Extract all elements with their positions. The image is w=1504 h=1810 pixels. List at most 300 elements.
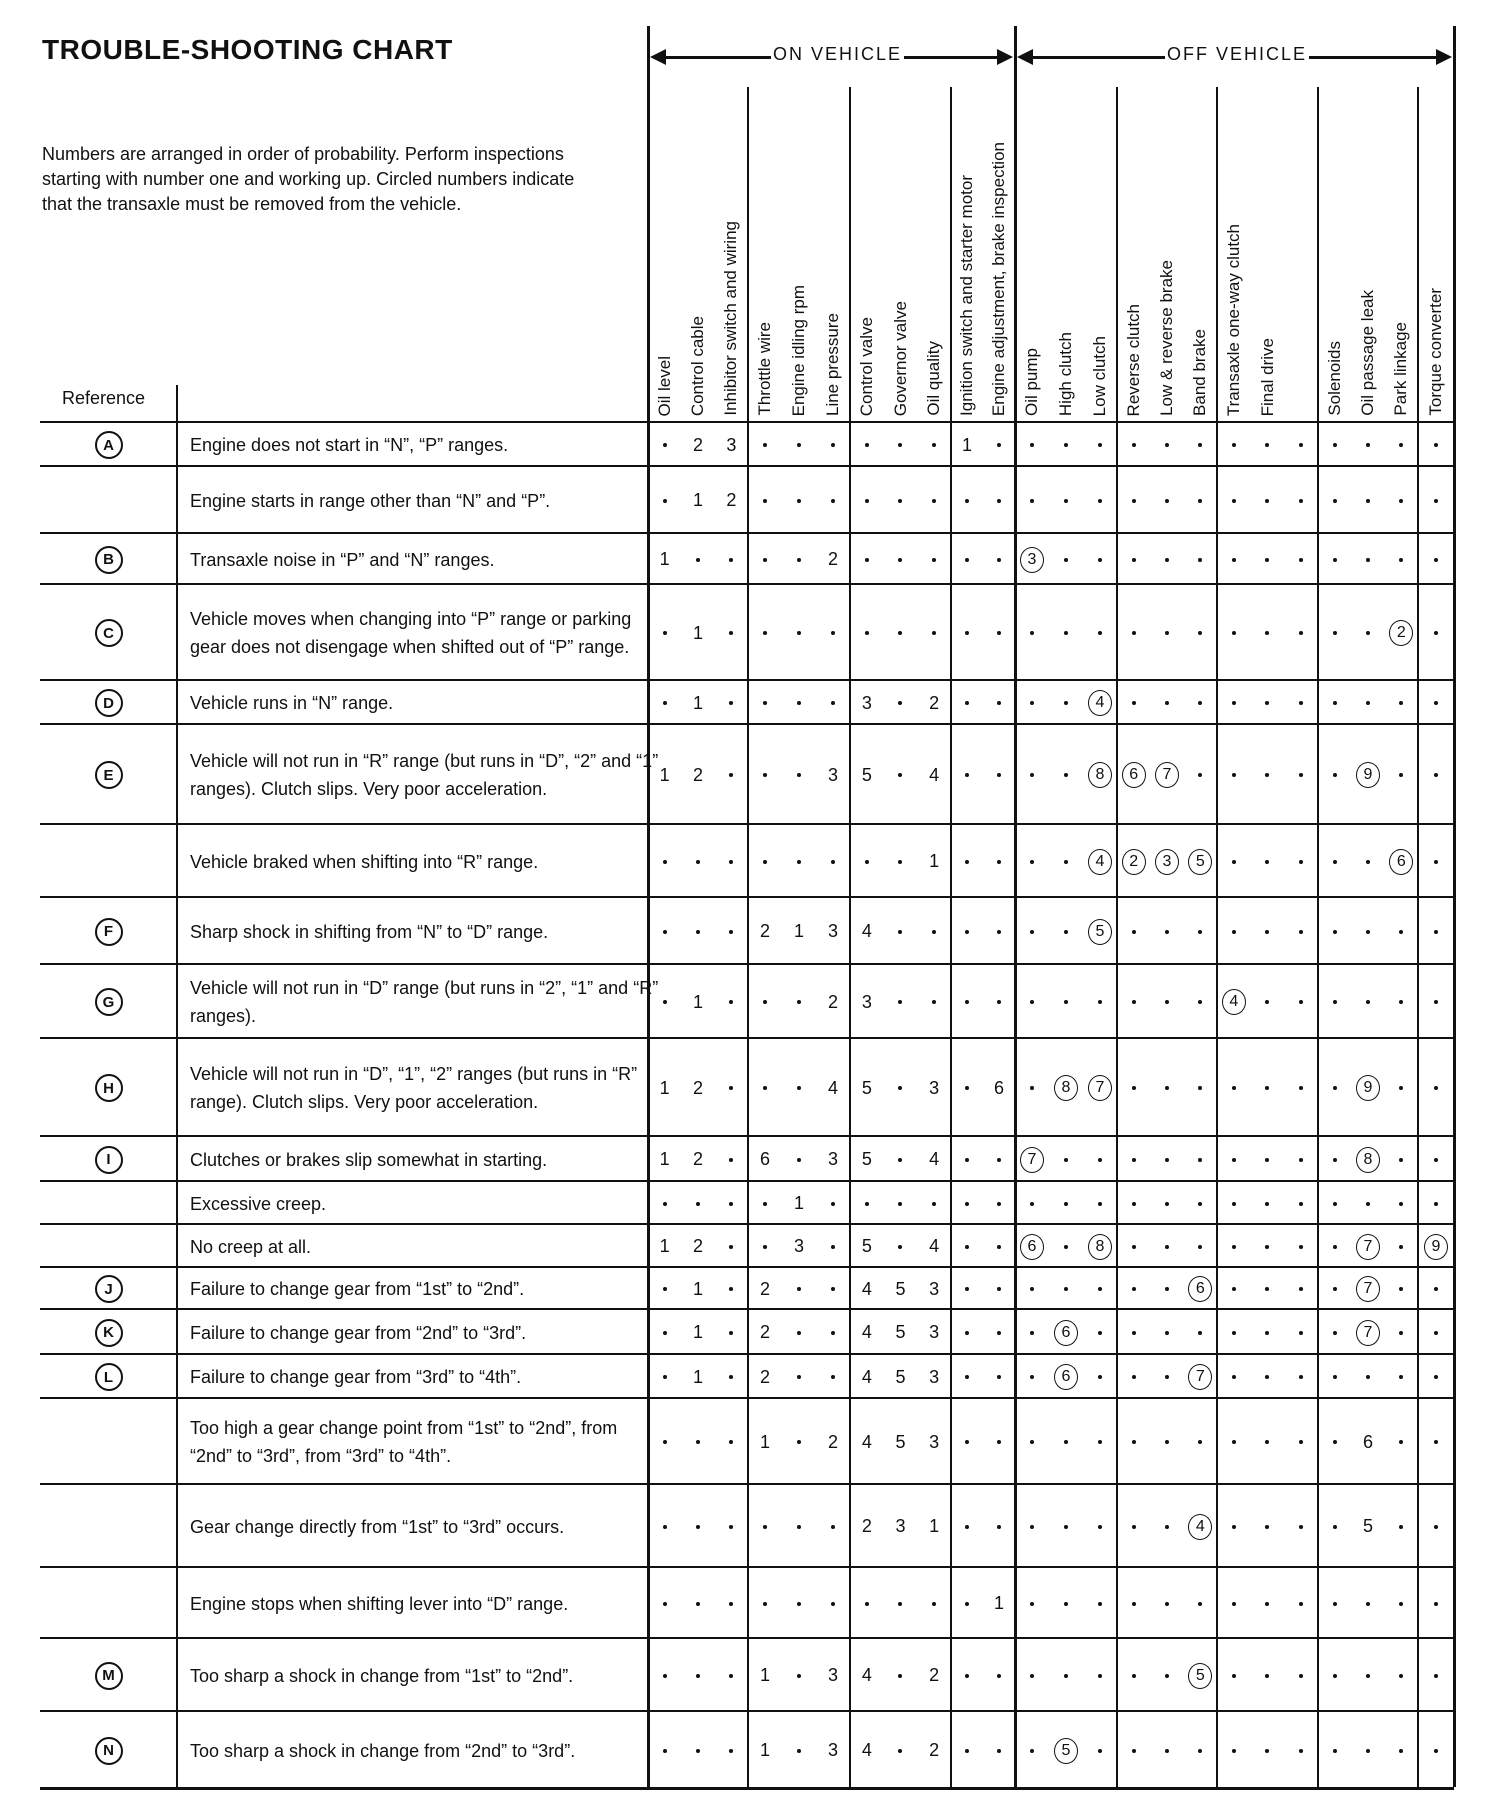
check-cell [1015,825,1049,898]
check-cell [1150,1225,1183,1268]
check-cell [1318,1268,1351,1310]
check-cell [1418,1225,1454,1268]
check-cell [1418,1039,1454,1137]
check-cell [1251,467,1285,534]
symptom-description: Vehicle will not run in “D” range (but runs in “2”, “1” and “R” ranges). [190,978,659,1026]
check-cell [1049,898,1083,965]
reference-badge-f: F [95,918,123,946]
check-cell [1015,1568,1049,1639]
reference-cell [40,1712,177,1789]
check-cell: 1 [759,1431,770,1452]
check-cell [1150,965,1183,1039]
check-cell [1184,1039,1217,1137]
symptom-description: Too high a gear change point from “1st” to “2nd”, from “2nd” to “3rd”, from “3rd” to “4th”. [190,1418,618,1466]
symptom-description: Engine starts in range other than “N” and “P”. [190,490,551,511]
check-cell [1083,965,1117,1039]
check-cell [1217,423,1251,467]
check-cell [816,1225,850,1268]
check-cell [1318,681,1351,725]
check-cell [1150,1712,1183,1789]
column-header-label: Oil passage leak [1358,290,1377,416]
check-cell [1418,965,1454,1039]
check-cell [1184,1485,1217,1568]
check-cell [782,1568,816,1639]
check-cell [1284,585,1318,681]
check-cell [1351,1225,1384,1268]
check-cell: 2 [726,490,737,510]
reference-cell [40,1568,177,1639]
check-cell [1351,1182,1384,1225]
check-cell [1351,681,1384,725]
check-cell [1251,1712,1285,1789]
check-cell [1184,1182,1217,1225]
check-cell [1284,1712,1318,1789]
reference-badge-c: C [95,619,123,647]
check-cell [782,1485,816,1568]
check-cell [884,1568,918,1639]
check-cell [1318,1485,1351,1568]
check-cell [1117,1039,1150,1137]
check-cell [1184,1399,1217,1485]
check-cell: 3 [929,1278,940,1299]
check-cell [1015,1639,1049,1712]
check-cell [983,1485,1015,1568]
check-cell [648,1310,681,1355]
check-cell [1150,534,1183,585]
circled-number: 7 [1020,1147,1044,1173]
check-cell: 3 [895,1516,906,1536]
symptom-description: Failure to change gear from “1st” to “2nd”. [190,1279,525,1299]
column-header-label: Solenoids [1324,341,1344,416]
check-cell [1385,1039,1418,1137]
check-cell [1351,825,1384,898]
check-cell [884,725,918,825]
symptom-description: Too sharp a shock in change from “1st” to “2nd”. [190,1665,574,1686]
check-cell [1385,1712,1418,1789]
check-cell [748,1039,782,1137]
check-cell [1385,534,1418,585]
check-cell [1217,681,1251,725]
check-cell: 2 [692,1236,703,1256]
circled-number: 7 [1188,1364,1212,1390]
check-cell [1117,534,1150,585]
check-cell [782,681,816,725]
column-header-label: Final drive [1257,337,1277,416]
check-cell [1150,585,1183,681]
check-cell [1049,725,1083,825]
reference-badge-n: N [95,1737,123,1765]
check-cell: 5 [895,1431,906,1452]
check-cell [715,1137,748,1182]
check-cell [715,1225,748,1268]
check-cell [1385,1310,1418,1355]
check-cell [1150,467,1183,534]
check-cell [1418,1568,1454,1639]
check-cell [1083,825,1117,898]
check-cell [681,1712,714,1789]
check-cell [1015,423,1049,467]
check-cell [951,1137,983,1182]
check-cell [1184,725,1217,825]
check-cell [1251,898,1285,965]
check-cell [1251,534,1285,585]
check-cell [1318,965,1351,1039]
check-cell: 1 [692,991,703,1012]
table-row [40,679,1454,725]
reference-cell [40,467,177,534]
reference-cell [40,1355,177,1399]
check-cell: 4 [861,1278,872,1299]
check-cell [1418,1268,1454,1310]
column-header-label: Torque converter [1426,288,1445,416]
check-cell [816,825,850,898]
check-cell [1418,1137,1454,1182]
check-cell [1217,585,1251,681]
circled-number: 6 [1188,1276,1212,1302]
check-cell [983,681,1015,725]
check-cell [715,1039,748,1137]
check-cell [1150,1182,1183,1225]
reference-badge-d: D [95,689,123,717]
check-cell: 1 [659,1077,670,1098]
check-cell [1318,1225,1351,1268]
circled-number: 3 [1155,849,1179,875]
check-cell [983,423,1015,467]
check-cell [1083,1225,1117,1268]
check-cell: 5 [895,1278,906,1299]
check-cell [1015,1137,1049,1182]
check-cell: 3 [827,1665,838,1685]
check-cell [1117,1712,1150,1789]
check-cell: 2 [827,991,838,1012]
check-cell [648,1355,681,1399]
reference-cell [40,1485,177,1568]
check-cell [1284,1399,1318,1485]
reference-badge-e: E [95,761,123,789]
check-cell: 1 [692,692,703,713]
check-cell [1117,1225,1150,1268]
check-cell [1049,1712,1083,1789]
check-cell [1284,1639,1318,1712]
check-cell: 3 [861,991,872,1012]
check-cell: 3 [929,1366,940,1387]
check-cell [1184,898,1217,965]
check-cell [1015,1225,1049,1268]
check-cell: 1 [929,851,940,871]
check-cell [1083,467,1117,534]
check-cell [1385,1225,1418,1268]
check-cell [917,534,951,585]
check-cell [1318,825,1351,898]
reference-column-header: Reference [62,388,146,408]
check-cell [1083,423,1117,467]
check-cell [1015,585,1049,681]
intro-text: Numbers are arranged in order of probability. Perform inspections starting with number one and working up. Circled numbers indicate that the transaxle must be removed from the vehicle. [42,144,575,214]
circled-number: 5 [1088,919,1112,945]
check-cell: 3 [929,1077,940,1098]
check-cell [1015,725,1049,825]
check-cell: 2 [759,1278,770,1299]
check-cell [782,1039,816,1137]
check-cell [1117,423,1150,467]
check-cell [850,423,884,467]
check-cell [715,965,748,1039]
check-cell [951,1182,983,1225]
check-cell: 3 [793,1236,804,1256]
column-header-governor-valve [885,301,917,416]
check-cell [1083,1268,1117,1310]
check-cell [748,467,782,534]
check-cell [951,681,983,725]
check-cell [1015,1182,1049,1225]
check-cell [648,1399,681,1485]
check-cell [1015,965,1049,1039]
check-cell [1385,1399,1418,1485]
column-header-label: Low clutch [1090,335,1109,416]
check-cell [782,1639,816,1712]
table-row [40,1566,1454,1639]
check-cell [884,585,918,681]
check-cell [715,725,748,825]
check-cell: 1 [692,622,703,643]
table-row [40,1223,1454,1268]
check-cell [1318,1182,1351,1225]
circled-number: 8 [1054,1075,1078,1101]
check-cell [782,825,816,898]
check-cell: 5 [861,1077,872,1098]
check-cell [748,965,782,1039]
check-cell [1049,1355,1083,1399]
column-header-control-cable [682,316,714,416]
circled-number: 3 [1020,547,1044,573]
check-cell [1385,681,1418,725]
table-row [40,465,1454,534]
check-cell [1083,1310,1117,1355]
check-cell [1217,725,1251,825]
check-cell [1385,825,1418,898]
check-cell [748,681,782,725]
check-cell [983,1268,1015,1310]
reference-badge-i: I [95,1146,123,1174]
check-cell [884,898,918,965]
column-header-oil-level [649,356,681,416]
check-cell [1083,1182,1117,1225]
arrow-left-icon [650,49,666,65]
check-cell [1150,1137,1183,1182]
check-cell [1049,1225,1083,1268]
check-cell [1318,534,1351,585]
check-cell [1217,1568,1251,1639]
check-cell [951,467,983,534]
check-cell [884,681,918,725]
check-cell [917,898,951,965]
check-cell [681,1399,714,1485]
column-header-inhibitor-switch-and-wiring [715,221,747,416]
check-cell [1318,1712,1351,1789]
check-cell [681,898,714,965]
check-cell [715,1268,748,1310]
column-header-high-clutch [1050,332,1082,416]
check-cell [1184,1268,1217,1310]
check-cell: 4 [827,1077,838,1098]
check-cell [1284,681,1318,725]
circled-number: 8 [1356,1147,1380,1173]
check-cell [681,534,714,585]
check-cell [951,725,983,825]
check-cell [816,1568,850,1639]
check-cell [1150,681,1183,725]
check-cell [1385,1268,1418,1310]
column-header-label: Oil quality [924,341,944,416]
check-cell: 1 [993,1593,1004,1613]
check-cell [1217,1639,1251,1712]
column-header-label: Throttle wire [755,322,774,416]
check-cell [782,1399,816,1485]
check-cell [1385,1355,1418,1399]
check-cell [951,1485,983,1568]
check-cell [1083,681,1117,725]
check-cell [1385,423,1418,467]
check-cell [1117,1399,1150,1485]
check-cell: 1 [659,764,670,785]
check-cell [1117,965,1150,1039]
table-row [40,1353,1454,1399]
column-header-low-clutch [1084,336,1116,416]
check-cell: 3 [827,764,838,785]
reference-badge-k: K [95,1319,123,1347]
check-cell [748,423,782,467]
check-cell [1318,1568,1351,1639]
check-cell [1083,898,1117,965]
check-cell [1385,1639,1418,1712]
check-cell [983,1137,1015,1182]
symptom-description: Failure to change gear from “2nd” to “3rd”. [190,1322,527,1343]
check-cell [1385,585,1418,681]
check-cell [884,534,918,585]
check-cell [1385,898,1418,965]
check-cell [1117,1355,1150,1399]
check-cell [748,1182,782,1225]
check-cell: 1 [692,1366,703,1387]
check-cell [1284,423,1318,467]
column-header-label: Ignition switch and starter motor [957,175,976,416]
check-cell: 1 [759,1740,770,1760]
check-cell: 2 [759,921,770,941]
check-cell [1049,1568,1083,1639]
reference-badge-j: J [95,1275,123,1303]
check-cell [1184,534,1217,585]
check-cell: 4 [861,1665,872,1685]
check-cell [1351,423,1384,467]
check-cell [782,1355,816,1399]
check-cell [1251,1485,1285,1568]
check-cell [983,1639,1015,1712]
check-cell [1083,1712,1117,1789]
check-cell [1217,1399,1251,1485]
circled-number: 9 [1356,1075,1380,1101]
check-cell [1318,585,1351,681]
check-cell [1117,1568,1150,1639]
check-cell [1418,1639,1454,1712]
check-cell: 1 [659,1149,670,1169]
check-cell: 1 [692,490,703,510]
check-cell [715,534,748,585]
check-cell [1217,825,1251,898]
check-cell [1217,467,1251,534]
check-cell [951,1225,983,1268]
check-cell [1015,1399,1049,1485]
check-cell [1117,1485,1150,1568]
page-title: TROUBLE-SHOOTING CHART [42,34,453,65]
check-cell [983,965,1015,1039]
check-cell [850,825,884,898]
check-cell [1418,1399,1454,1485]
check-cell [648,423,681,467]
check-cell: 5 [895,1322,906,1342]
check-cell [648,681,681,725]
reference-cell [40,585,177,681]
check-cell [1083,1355,1117,1399]
column-header-final-drive [1252,338,1284,416]
table-row [40,896,1454,965]
symptom-description: Sharp shock in shifting from “N” to “D” range. [190,921,549,942]
check-cell [816,1355,850,1399]
check-cell [1351,898,1384,965]
check-cell [1184,1639,1217,1712]
column-header-throttle-wire [749,322,781,416]
check-cell [1251,1039,1285,1137]
check-cell [1217,1712,1251,1789]
reference-cell [40,825,177,898]
check-cell: 2 [827,549,838,569]
check-cell [1318,898,1351,965]
check-cell [1015,1039,1049,1137]
check-cell [1351,1568,1384,1639]
check-cell [1150,1639,1183,1712]
reference-cell [40,1310,177,1355]
check-cell [1150,423,1183,467]
check-cell [1083,1485,1117,1568]
check-cell [1049,423,1083,467]
check-cell [1284,1568,1318,1639]
check-cell [715,1355,748,1399]
check-cell [816,467,850,534]
check-cell: 2 [929,692,940,713]
check-cell [1318,725,1351,825]
check-cell [1284,1225,1318,1268]
check-cell [1251,1568,1285,1639]
check-cell [884,467,918,534]
check-cell [1385,1485,1418,1568]
check-cell [884,1225,918,1268]
check-cell [1217,1039,1251,1137]
reference-badge-b: B [95,546,123,574]
check-cell [1385,467,1418,534]
check-cell [1284,898,1318,965]
check-cell [681,1639,714,1712]
column-header-label: Control cable [688,315,707,416]
check-cell [1418,898,1454,965]
check-cell [983,1399,1015,1485]
check-cell [951,1310,983,1355]
check-cell [1117,1137,1150,1182]
check-cell [850,534,884,585]
check-cell [1351,1268,1384,1310]
check-cell [1117,1310,1150,1355]
reference-badge-m: M [95,1662,123,1690]
check-cell [951,1568,983,1639]
circled-number: 6 [1020,1234,1044,1260]
